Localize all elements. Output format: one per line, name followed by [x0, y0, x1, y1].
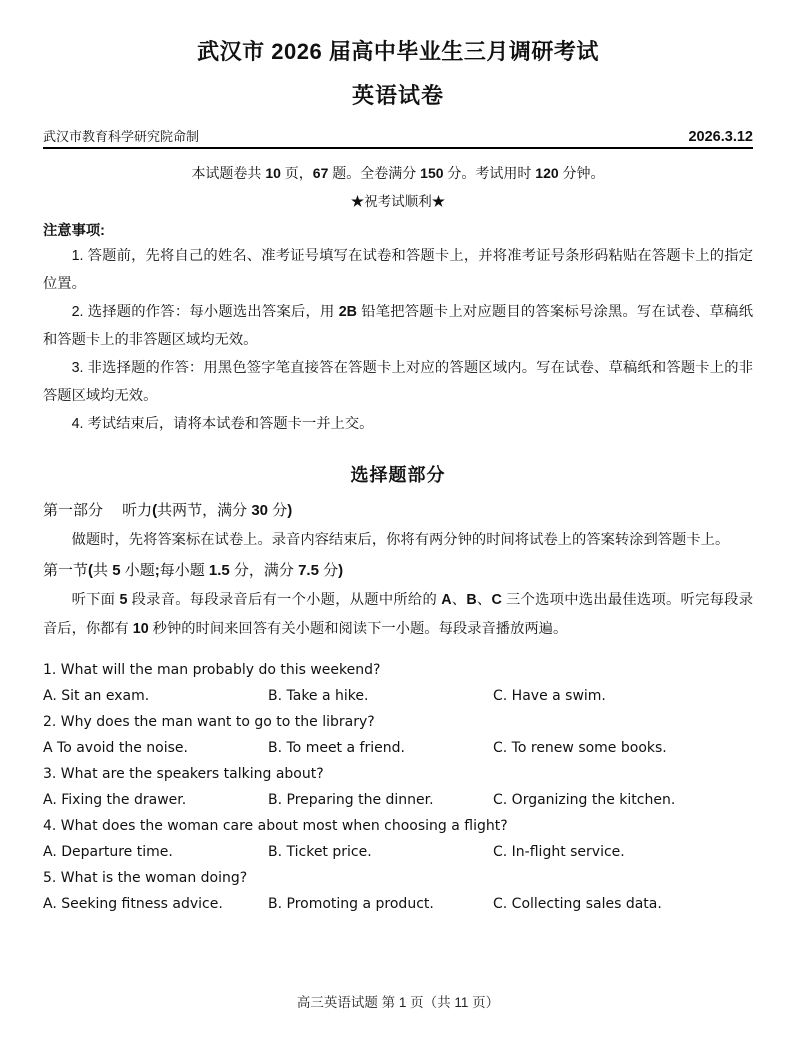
option-b: B. To meet a friend.	[268, 740, 405, 756]
option-b: B. Promoting a product.	[268, 896, 434, 912]
section1-intro: 听下面 5 段录音。每段录音后有一个小题，从题中所给的 A、B、C 三个选项中选出最佳选项。听完每段录音后，你都有 10 秒钟的时间来回答有关小题和阅读下一小题。每段录音播放两遍。	[43, 592, 754, 637]
choice-section-heading: 选择题部分	[350, 465, 446, 485]
notice-item-1: 1. 答题前，先将自己的姓名、准考证号填写在试卷和答题卡上，并将准考证号条形码粘贴在答题卡上的指定位置。	[43, 248, 753, 292]
option-c: C. Collecting sales data.	[493, 896, 662, 912]
part1-intro: 做题时，先将答案标在试卷上。录音内容结束后，你将有两分钟的时间将试卷上的答案转涂到答题卡上。	[71, 532, 730, 548]
option-b: B. Ticket price.	[268, 844, 372, 860]
option-c: C. Organizing the kitchen.	[493, 792, 676, 808]
question-1	[43, 657, 753, 709]
option-a: A To avoid the noise.	[43, 740, 188, 756]
issuer-label: 武汉市教育科学研究院命制	[43, 129, 200, 144]
question-text: 3. What are the speakers talking about?	[43, 766, 324, 782]
option-a: A. Seeking fitness advice.	[43, 896, 223, 912]
question-options	[43, 735, 753, 761]
question-options	[43, 839, 753, 865]
question-options	[43, 891, 753, 917]
question-2	[43, 709, 753, 761]
notice-item-3: 3. 非选择题的作答：用黑色签字笔直接答在答题卡上对应的答题区域内。写在试卷、草稿纸和答题卡上的非答题区域均无效。	[43, 360, 753, 404]
option-c: C. In-flight service.	[493, 844, 625, 860]
page-subtitle: 英语试卷	[351, 83, 444, 108]
question-text: 1. What will the man probably do this weekend?	[43, 662, 381, 678]
question-list	[43, 657, 753, 917]
question-options	[43, 787, 753, 813]
notice-heading: 注意事项:	[43, 223, 105, 239]
option-a: A. Departure time.	[43, 844, 173, 860]
question-text: 5. What is the woman doing?	[43, 870, 248, 886]
question-4	[43, 813, 753, 865]
notice-item-4: 4. 考试结束后，请将本试卷和答题卡一并上交。	[71, 416, 374, 432]
page-footer: 高三英语试题 第 1 页（共 11 页）	[296, 995, 500, 1010]
question-5	[43, 865, 753, 917]
option-c: C. To renew some books.	[493, 740, 667, 756]
part1-heading: 第一部分 听力(共两节，满分 30 分)	[43, 502, 293, 519]
option-b: B. Preparing the dinner.	[268, 792, 434, 808]
question-text: 2. Why does the man want to go to the library?	[43, 714, 375, 730]
issuer-row	[43, 126, 753, 149]
question-text: 4. What does the woman care about most when choosing a flight?	[43, 818, 508, 834]
option-c: C. Have a swim.	[493, 688, 606, 704]
question-options	[43, 683, 753, 709]
page-title: 武汉市 2026 届高中毕业生三月调研考试	[197, 39, 599, 64]
exam-date: 2026.3.12	[688, 129, 753, 145]
question-3	[43, 761, 753, 813]
wish-line: ★祝考试顺利★	[350, 194, 446, 209]
option-b: B. Take a hike.	[268, 688, 369, 704]
option-a: A. Sit an exam.	[43, 688, 150, 704]
option-a: A. Fixing the drawer.	[43, 792, 187, 808]
notice-item-2: 2. 选择题的作答：每小题选出答案后，用 2B 铅笔把答题卡上对应题目的答案标号涂黑。写在试卷、草稿纸和答题卡上的非答题区域均无效。	[43, 304, 753, 348]
section1-heading: 第一节(共 5 小题;每小题 1.5 分，满分 7.5 分)	[43, 562, 344, 579]
exam-meta-line: 本试题卷共 10 页，67 题。全卷满分 150 分。考试用时 120 分钟。	[191, 165, 605, 181]
